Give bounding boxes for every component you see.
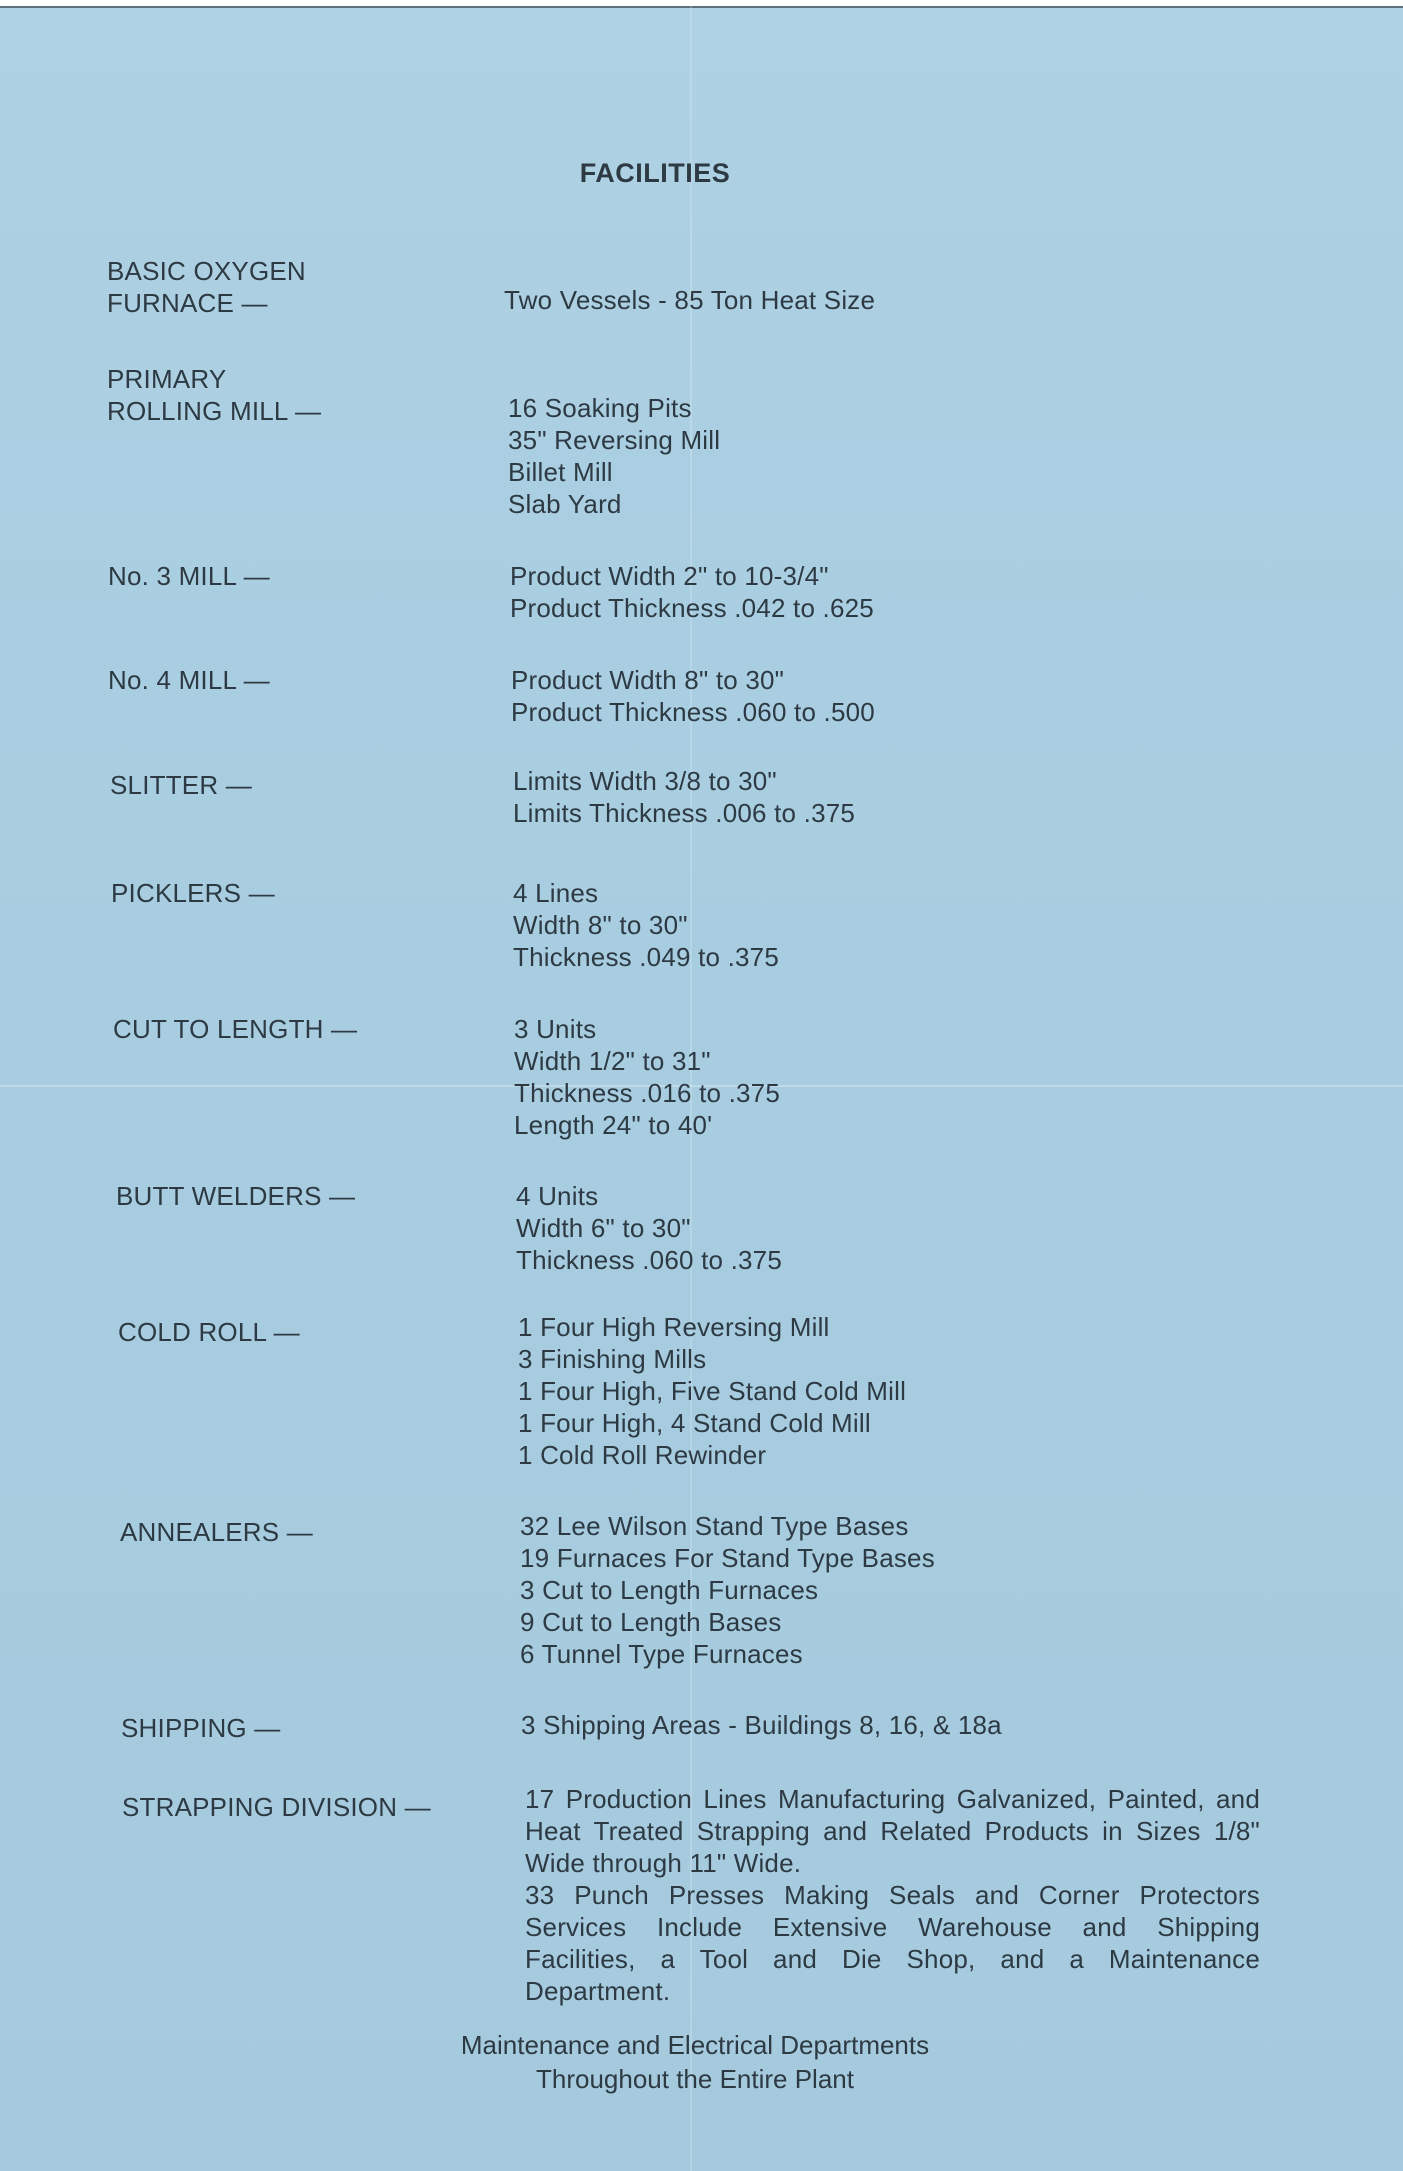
- section-details: [513, 877, 1273, 973]
- section-label: [122, 1791, 502, 1823]
- section-details: [504, 284, 1264, 316]
- detail-line: 3 Finishing Mills: [518, 1344, 707, 1374]
- detail-line: Thickness .049 to .375: [513, 942, 779, 972]
- section-label-line: STRAPPING DIVISION —: [122, 1792, 431, 1822]
- section-label: [108, 664, 488, 696]
- section-details: [513, 765, 1273, 829]
- detail-line: Product Thickness .042 to .625: [510, 593, 874, 623]
- footer-line: Throughout the Entire Plant: [536, 2064, 854, 2094]
- section-details: [520, 1510, 1280, 1670]
- section-details: [518, 1311, 1278, 1471]
- detail-line: Product Width 2" to 10-3/4": [510, 561, 829, 591]
- section-label: [121, 1712, 501, 1744]
- section-label-line: No. 4 MILL —: [108, 665, 270, 695]
- page-footer: [0, 2028, 1390, 2096]
- detail-line: Width 6" to 30": [516, 1213, 691, 1243]
- section-label: [118, 1316, 498, 1348]
- section-details: [510, 560, 1270, 624]
- section-label-line: CUT TO LENGTH —: [113, 1014, 358, 1044]
- section-label-line: COLD ROLL —: [118, 1317, 300, 1347]
- detail-line: Billet Mill: [508, 457, 613, 487]
- section-label-line: PICKLERS —: [111, 878, 275, 908]
- detail-line: 16 Soaking Pits: [508, 393, 692, 423]
- section-details: [511, 664, 1271, 728]
- detail-line: 9 Cut to Length Bases: [520, 1607, 782, 1637]
- detail-line: 3 Units: [514, 1014, 597, 1044]
- section-details: [525, 1783, 1260, 2007]
- detail-line: 4 Lines: [513, 878, 599, 908]
- detail-line: Product Width 8" to 30": [511, 665, 785, 695]
- section-details: [516, 1180, 1276, 1276]
- detail-line: Limits Width 3/8 to 30": [513, 766, 777, 796]
- detail-line: 3 Shipping Areas - Buildings 8, 16, & 18a: [521, 1710, 1002, 1740]
- detail-line: Width 1/2" to 31": [514, 1046, 711, 1076]
- page-title: FACILITIES: [579, 158, 731, 188]
- detail-line: 32 Lee Wilson Stand Type Bases: [520, 1511, 909, 1541]
- section-label-line: PRIMARY: [107, 364, 227, 394]
- section-label: [113, 1013, 493, 1045]
- section-label: [107, 363, 487, 427]
- section-label-line: BUTT WELDERS —: [116, 1181, 356, 1211]
- detail-line: 3 Cut to Length Furnaces: [520, 1575, 819, 1605]
- section-label-line: ROLLING MILL —: [107, 396, 322, 426]
- detail-line: Thickness .016 to .375: [514, 1078, 780, 1108]
- detail-line: 1 Four High Reversing Mill: [518, 1312, 830, 1342]
- detail-line: 4 Units: [516, 1181, 599, 1211]
- detail-paragraph: 17 Production Lines Manufacturing Galvanized, Painted, and Heat Treated Strapping and Related Products in Sizes 1/8" Wide through 11" Wide.: [525, 1784, 1260, 1878]
- section-label: [107, 255, 487, 319]
- section-label-line: FURNACE —: [107, 288, 268, 318]
- section-label-line: SLITTER —: [110, 770, 252, 800]
- detail-line: Width 8" to 30": [513, 910, 688, 940]
- section-label-line: No. 3 MILL —: [108, 561, 270, 591]
- section-label: [110, 769, 490, 801]
- footer-line: Maintenance and Electrical Departments: [460, 2030, 930, 2060]
- section-label-line: BASIC OXYGEN: [107, 256, 306, 286]
- section-label-line: SHIPPING —: [121, 1713, 281, 1743]
- detail-line: Length 24" to 40': [514, 1110, 713, 1140]
- section-label: [111, 877, 491, 909]
- section-label: [116, 1180, 496, 1212]
- section-details: [521, 1709, 1281, 1741]
- section-label-line: ANNEALERS —: [120, 1517, 313, 1547]
- detail-paragraph: 33 Punch Presses Making Seals and Corner Protectors Services Include Extensive Warehouse and Shipping Facilities, a Tool and Die Shop, and a Maintenance Department.: [525, 1880, 1260, 2006]
- section-details: [508, 392, 1268, 520]
- detail-line: Thickness .060 to .375: [516, 1245, 782, 1275]
- detail-line: Two Vessels - 85 Ton Heat Size: [504, 285, 876, 315]
- detail-line: Slab Yard: [508, 489, 622, 519]
- detail-line: 6 Tunnel Type Furnaces: [520, 1639, 803, 1669]
- detail-line: Limits Thickness .006 to .375: [513, 798, 856, 828]
- detail-line: 19 Furnaces For Stand Type Bases: [520, 1543, 935, 1573]
- section-label: [120, 1516, 500, 1548]
- detail-line: 1 Four High, Five Stand Cold Mill: [518, 1376, 907, 1406]
- detail-line: 1 Four High, 4 Stand Cold Mill: [518, 1408, 871, 1438]
- page-top-edge: [0, 0, 1403, 8]
- detail-line: 35" Reversing Mill: [508, 425, 721, 455]
- section-label: [108, 560, 488, 592]
- detail-line: Product Thickness .060 to .500: [511, 697, 875, 727]
- section-details: [514, 1013, 1274, 1141]
- detail-line: 1 Cold Roll Rewinder: [518, 1440, 767, 1470]
